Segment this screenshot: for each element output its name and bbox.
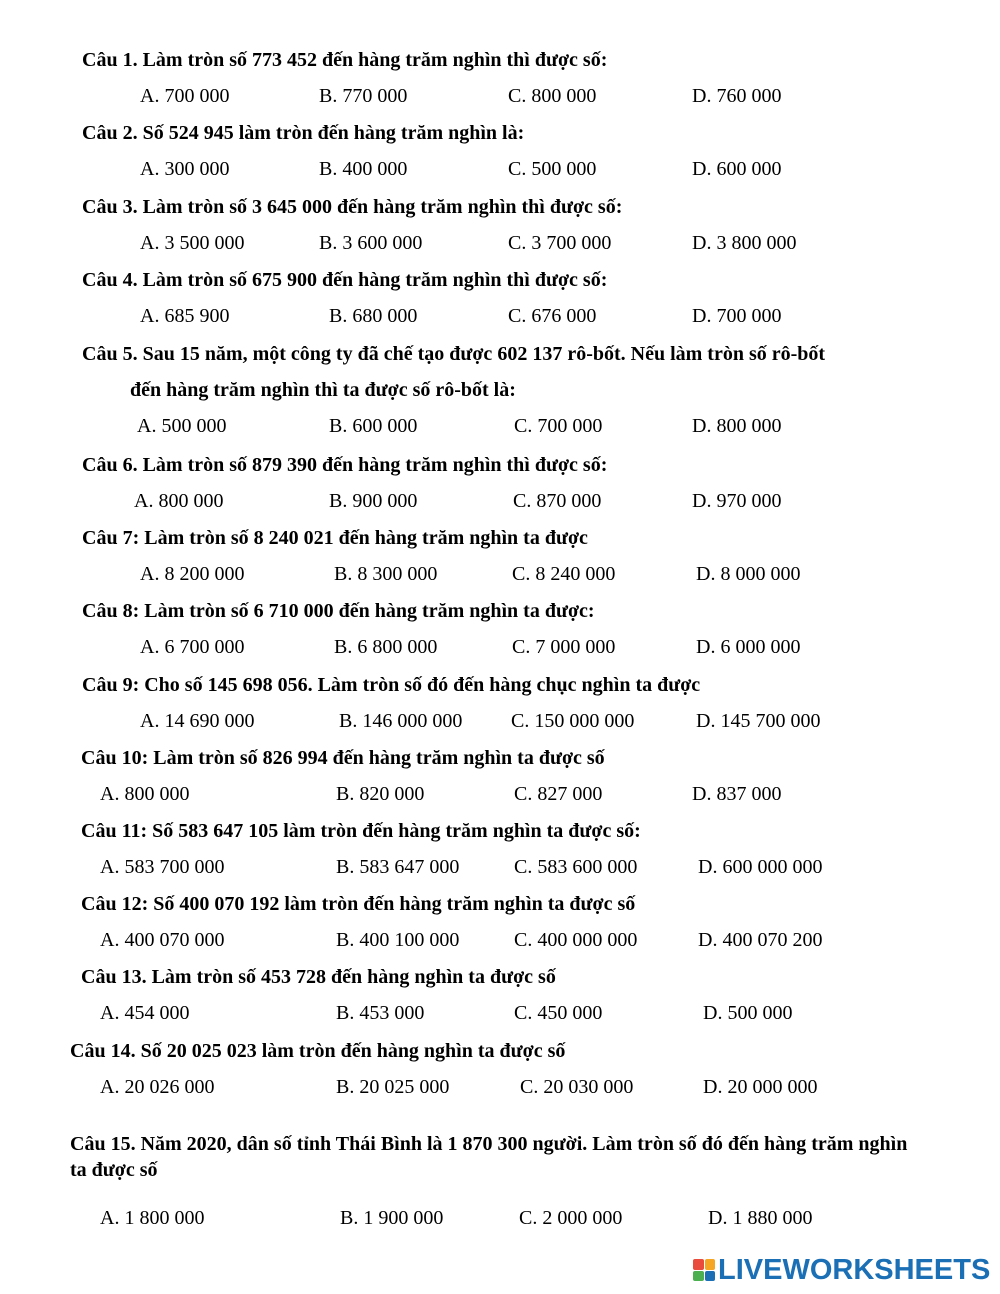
q2-option-d[interactable]: D. 600 000 [692, 158, 782, 180]
q2-option-a[interactable]: A. 300 000 [140, 158, 230, 180]
q4-option-a[interactable]: A. 685 900 [140, 305, 230, 327]
q10-option-c[interactable]: C. 827 000 [514, 783, 603, 805]
question-3: Câu 3. Làm tròn số 3 645 000 đến hàng trăm nghìn thì được số: [82, 196, 623, 218]
q12-option-c[interactable]: C. 400 000 000 [514, 929, 638, 951]
q7-option-d[interactable]: D. 8 000 000 [696, 563, 801, 585]
q4-option-c[interactable]: C. 676 000 [508, 305, 597, 327]
q5-option-a[interactable]: A. 500 000 [137, 415, 227, 437]
question-4: Câu 4. Làm tròn số 675 900 đến hàng trăm nghìn thì được số: [82, 269, 608, 291]
q3-option-c[interactable]: C. 3 700 000 [508, 232, 612, 254]
q6-option-a[interactable]: A. 800 000 [134, 490, 224, 512]
q5-option-b[interactable]: B. 600 000 [329, 415, 418, 437]
q13-option-d[interactable]: D. 500 000 [703, 1002, 793, 1024]
q5-option-c[interactable]: C. 700 000 [514, 415, 603, 437]
question-15: Câu 15. Năm 2020, dân số tỉnh Thái Bình là 1 870 300 người. Làm tròn số đó đến hàng trăm nghìn ta được số [70, 1133, 908, 1181]
q4-option-b[interactable]: B. 680 000 [329, 305, 418, 327]
q15-option-b[interactable]: B. 1 900 000 [340, 1207, 444, 1229]
q8-option-a[interactable]: A. 6 700 000 [140, 636, 245, 658]
q12-option-a[interactable]: A. 400 070 000 [100, 929, 225, 951]
q9-option-d[interactable]: D. 145 700 000 [696, 710, 821, 732]
q6-option-d[interactable]: D. 970 000 [692, 490, 782, 512]
q2-option-b[interactable]: B. 400 000 [319, 158, 408, 180]
q11-option-a[interactable]: A. 583 700 000 [100, 856, 225, 878]
q9-option-b[interactable]: B. 146 000 000 [339, 710, 463, 732]
question-2: Câu 2. Số 524 945 làm tròn đến hàng trăm nghìn là: [82, 122, 525, 144]
q9-option-c[interactable]: C. 150 000 000 [511, 710, 635, 732]
q1-option-d[interactable]: D. 760 000 [692, 85, 782, 107]
q13-option-c[interactable]: C. 450 000 [514, 1002, 603, 1024]
q12-option-b[interactable]: B. 400 100 000 [336, 929, 460, 951]
liveworksheets-logo [693, 1252, 990, 1288]
q11-option-c[interactable]: C. 583 600 000 [514, 856, 638, 878]
q13-option-a[interactable]: A. 454 000 [100, 1002, 190, 1024]
question-11: Câu 11: Số 583 647 105 làm tròn đến hàng trăm nghìn ta được số: [81, 820, 641, 842]
q11-option-d[interactable]: D. 600 000 000 [698, 856, 823, 878]
q1-option-b[interactable]: B. 770 000 [319, 85, 408, 107]
q6-option-c[interactable]: C. 870 000 [513, 490, 602, 512]
q15-option-a[interactable]: A. 1 800 000 [100, 1207, 205, 1229]
q7-option-b[interactable]: B. 8 300 000 [334, 563, 438, 585]
q7-option-c[interactable]: C. 8 240 000 [512, 563, 616, 585]
q14-option-a[interactable]: A. 20 026 000 [100, 1076, 215, 1098]
q8-option-b[interactable]: B. 6 800 000 [334, 636, 438, 658]
q14-option-c[interactable]: C. 20 030 000 [520, 1076, 634, 1098]
q2-option-c[interactable]: C. 500 000 [508, 158, 597, 180]
q5-option-d[interactable]: D. 800 000 [692, 415, 782, 437]
question-8: Câu 8: Làm tròn số 6 710 000 đến hàng trăm nghìn ta được: [82, 600, 595, 622]
q12-option-d[interactable]: D. 400 070 200 [698, 929, 823, 951]
logo-text: LIVEWORKSHEETS [718, 1254, 991, 1286]
question-14: Câu 14. Số 20 025 023 làm tròn đến hàng nghìn ta được số [70, 1040, 566, 1062]
q6-option-b[interactable]: B. 900 000 [329, 490, 418, 512]
q13-option-b[interactable]: B. 453 000 [336, 1002, 425, 1024]
q1-option-c[interactable]: C. 800 000 [508, 85, 597, 107]
q10-option-a[interactable]: A. 800 000 [100, 783, 190, 805]
question-12: Câu 12: Số 400 070 192 làm tròn đến hàng trăm nghìn ta được số [81, 893, 636, 915]
q9-option-a[interactable]: A. 14 690 000 [140, 710, 255, 732]
q4-option-d[interactable]: D. 700 000 [692, 305, 782, 327]
q8-option-c[interactable]: C. 7 000 000 [512, 636, 616, 658]
q10-option-d[interactable]: D. 837 000 [692, 783, 782, 805]
question-6: Câu 6. Làm tròn số 879 390 đến hàng trăm nghìn thì được số: [82, 454, 608, 476]
q1-option-a[interactable]: A. 700 000 [140, 85, 230, 107]
question-13: Câu 13. Làm tròn số 453 728 đến hàng nghìn ta được số [81, 966, 556, 988]
question-1: Câu 1. Làm tròn số 773 452 đến hàng trăm nghìn thì được số: [82, 49, 608, 71]
liveworksheets-logo-icon [693, 1259, 715, 1281]
q10-option-b[interactable]: B. 820 000 [336, 783, 425, 805]
question-7: Câu 7: Làm tròn số 8 240 021 đến hàng trăm nghìn ta được [82, 527, 588, 549]
q3-option-a[interactable]: A. 3 500 000 [140, 232, 245, 254]
q3-option-d[interactable]: D. 3 800 000 [692, 232, 797, 254]
q14-option-b[interactable]: B. 20 025 000 [336, 1076, 450, 1098]
q3-option-b[interactable]: B. 3 600 000 [319, 232, 423, 254]
q15-option-c[interactable]: C. 2 000 000 [519, 1207, 623, 1229]
question-5: Câu 5. Sau 15 năm, một công ty đã chế tạo được 602 137 rô-bốt. Nếu làm tròn số rô-bốt [82, 343, 826, 365]
q7-option-a[interactable]: A. 8 200 000 [140, 563, 245, 585]
q11-option-b[interactable]: B. 583 647 000 [336, 856, 460, 878]
q8-option-d[interactable]: D. 6 000 000 [696, 636, 801, 658]
q14-option-d[interactable]: D. 20 000 000 [703, 1076, 818, 1098]
q15-option-d[interactable]: D. 1 880 000 [708, 1207, 813, 1229]
question-10: Câu 10: Làm tròn số 826 994 đến hàng trăm nghìn ta được số [81, 747, 605, 769]
question-5-continued: đến hàng trăm nghìn thì ta được số rô-bốt là: [130, 379, 516, 401]
question-9: Câu 9: Cho số 145 698 056. Làm tròn số đó đến hàng chục nghìn ta được [82, 674, 701, 696]
